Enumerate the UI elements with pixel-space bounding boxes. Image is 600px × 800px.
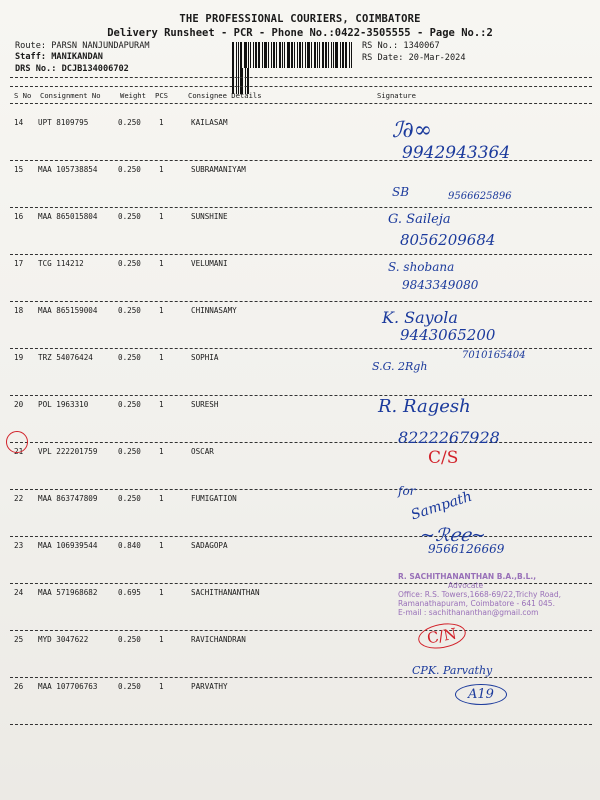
cell-sno: 25 <box>14 635 24 644</box>
cell-weight: 0.250 <box>118 635 141 644</box>
cell-sno: 15 <box>14 165 24 174</box>
rs-no-value: 1340067 <box>403 41 440 51</box>
cell-weight: 0.250 <box>118 118 141 127</box>
col-pcs-header: PCS <box>155 91 168 100</box>
cell-pcs: 1 <box>159 541 164 550</box>
signature-21-cs-mark: C/S <box>428 448 459 468</box>
cell-pcs: 1 <box>159 588 164 597</box>
route-line <box>15 41 150 51</box>
divider <box>10 489 592 490</box>
divider <box>10 254 592 255</box>
cell-consignee: FUMIGATION <box>191 494 237 503</box>
col-signature-header: Signature <box>377 91 416 100</box>
cell-pcs: 1 <box>159 306 164 315</box>
signature-phone-14: 9942943364 <box>402 143 511 163</box>
divider <box>10 395 592 396</box>
cell-consignee: KAILASAM <box>191 118 228 127</box>
signature-phone-16: 8056209684 <box>400 231 496 249</box>
table-row <box>0 494 600 541</box>
rs-no-label: RS No.: <box>362 41 399 51</box>
signature-scribble: ∼ℛℯℯ∼ <box>420 525 486 546</box>
cell-sno: 17 <box>14 259 24 268</box>
drs-line <box>15 64 129 74</box>
divider <box>10 207 592 208</box>
cell-sno: 18 <box>14 306 24 315</box>
cell-sno: 19 <box>14 353 24 362</box>
barcode <box>232 42 354 68</box>
cell-consignee: SOPHIA <box>191 353 219 362</box>
cell-sno: 20 <box>14 400 24 409</box>
col-consignment-header: Consignment No <box>40 91 101 100</box>
signature-phone-21: 8222267928 <box>398 428 500 447</box>
table-row <box>0 447 600 494</box>
col-sno-header: S No <box>14 91 32 100</box>
cell-sno: 26 <box>14 682 24 691</box>
stamp-line: Office: R.S. Towers,1668-69/22,Trichy Road, <box>398 590 562 599</box>
table-row <box>0 165 600 212</box>
cell-consignee: SACHITHANANTHAN <box>191 588 260 597</box>
cell-pcs: 1 <box>159 400 164 409</box>
cell-consignment: MAA 865015804 <box>38 212 98 221</box>
signature-phone-19: 7010165404 <box>462 350 526 361</box>
cell-consignment: MAA 105738854 <box>38 165 98 174</box>
cell-consignment: MAA 863747809 <box>38 494 98 503</box>
cell-consignee: RAVICHANDRAN <box>191 635 246 644</box>
table-row <box>0 306 600 353</box>
rs-no-line <box>362 41 440 51</box>
col-consignee-header: Consignee Details <box>188 91 262 100</box>
cell-weight: 0.250 <box>118 212 141 221</box>
cell-consignment: MAA 106939544 <box>38 541 98 550</box>
cell-consignee: CHINNASAMY <box>191 306 237 315</box>
cell-weight: 0.840 <box>118 541 141 550</box>
table-row <box>0 212 600 259</box>
signature-22-for: for <box>398 484 416 498</box>
cell-sno: 24 <box>14 588 24 597</box>
divider <box>10 677 592 678</box>
table-row <box>0 682 600 729</box>
cell-consignee: PARVATHY <box>191 682 228 691</box>
cell-pcs: 1 <box>159 118 164 127</box>
cell-pcs: 1 <box>159 212 164 221</box>
divider <box>10 348 592 349</box>
cell-sno: 23 <box>14 541 24 550</box>
cell-weight: 0.250 <box>118 494 141 503</box>
cell-consignment: TCG 114212 <box>38 259 84 268</box>
signature-25-cn-mark: C/N <box>416 620 467 652</box>
route-label: Route: <box>15 41 47 51</box>
stamp-line: E-mail : sachithananthan@gmail.com <box>398 608 539 617</box>
divider <box>10 724 592 725</box>
table-row <box>0 259 600 306</box>
advocate-stamp <box>398 572 598 617</box>
cell-weight: 0.250 <box>118 682 141 691</box>
staff-label: Staff: <box>15 52 47 62</box>
route-value: PARSN NANJUNDAPURAM <box>51 41 150 51</box>
divider <box>10 536 592 537</box>
signature-22-name: Sampath <box>409 488 475 524</box>
red-circle-mark <box>6 431 28 453</box>
cell-weight: 0.250 <box>118 447 141 456</box>
divider <box>10 103 592 104</box>
cell-consignment: POL 1963310 <box>38 400 89 409</box>
cell-pcs: 1 <box>159 259 164 268</box>
cell-consignment: VPL 222201759 <box>38 447 98 456</box>
cell-consignee: SUNSHINE <box>191 212 228 221</box>
cell-pcs: 1 <box>159 165 164 174</box>
cell-sno: 14 <box>14 118 24 127</box>
cell-weight: 0.250 <box>118 353 141 362</box>
cell-sno: 16 <box>14 212 24 221</box>
cell-consignee: SUBRAMANIYAM <box>191 165 246 174</box>
signature-phone-23: 9566126669 <box>428 542 505 556</box>
signature-16-name: G. Saileja <box>388 212 451 227</box>
cell-consignment: MAA 571968682 <box>38 588 98 597</box>
cell-weight: 0.250 <box>118 400 141 409</box>
cell-pcs: 1 <box>159 447 164 456</box>
divider <box>10 630 592 631</box>
stamp-line: R. SACHITHANANTHAN B.A.,B.L., <box>398 572 537 581</box>
divider <box>10 301 592 302</box>
cell-weight: 0.695 <box>118 588 141 597</box>
cell-pcs: 1 <box>159 682 164 691</box>
cell-consignment: UPT 8109795 <box>38 118 89 127</box>
rs-date-label: RS Date: <box>362 53 404 63</box>
signature-15-initials: SB <box>392 185 410 199</box>
cell-pcs: 1 <box>159 635 164 644</box>
divider <box>10 86 592 87</box>
company-title: THE PROFESSIONAL COURIERS, COIMBATORE <box>179 13 421 25</box>
cell-weight: 0.250 <box>118 306 141 315</box>
cell-consignee: VELUMANI <box>191 259 228 268</box>
rs-date-value: 20-Mar-2024 <box>408 53 466 63</box>
cell-sno: 21 <box>14 447 24 456</box>
table-row <box>0 400 600 447</box>
rs-date-line <box>362 53 466 63</box>
cell-consignee: SADAGOPA <box>191 541 228 550</box>
signature-phone-18: 9443065200 <box>400 326 496 344</box>
table-row <box>0 635 600 682</box>
signature-phone-17: 9843349080 <box>402 278 479 292</box>
signature-26-ref: A19 <box>455 684 507 705</box>
cell-consignee: SURESH <box>191 400 219 409</box>
cell-consignment: TRZ 54076424 <box>38 353 93 362</box>
stamp-line: Advocate <box>448 581 484 590</box>
drs-label: DRS No.: <box>15 64 57 74</box>
cell-pcs: 1 <box>159 494 164 503</box>
signature-17-name: S. shobana <box>388 260 455 274</box>
col-weight-header: Weight <box>120 91 146 100</box>
signature-18-name: K. Sayola <box>382 308 458 327</box>
cell-sno: 22 <box>14 494 24 503</box>
cell-weight: 0.250 <box>118 259 141 268</box>
cell-weight: 0.250 <box>118 165 141 174</box>
drs-value: DCJB134006702 <box>61 64 129 74</box>
divider <box>10 442 592 443</box>
cell-pcs: 1 <box>159 353 164 362</box>
cell-consignee: OSCAR <box>191 447 214 456</box>
cell-consignment: MAA 865159004 <box>38 306 98 315</box>
divider <box>10 77 592 78</box>
cell-consignment: MAA 107706763 <box>38 682 98 691</box>
signature-26-name: CPK. Parvathy <box>412 664 493 677</box>
signature-phone-15: 9566625896 <box>448 191 512 202</box>
signature-scribble: ℐ∂∞ <box>392 118 433 143</box>
staff-line <box>15 52 103 62</box>
cell-consignment: MYD 3047622 <box>38 635 89 644</box>
staff-value: MANIKANDAN <box>51 52 103 62</box>
signature-20-name: R. Ragesh <box>378 396 471 417</box>
runsheet-subtitle: Delivery Runsheet - PCR - Phone No.:0422-3505555 - Page No.:2 <box>107 27 493 39</box>
signature-19-initials: S.G. 2Rgh <box>372 360 428 373</box>
stamp-line: Ramanathapuram, Coimbatore - 641 045. <box>398 599 555 608</box>
